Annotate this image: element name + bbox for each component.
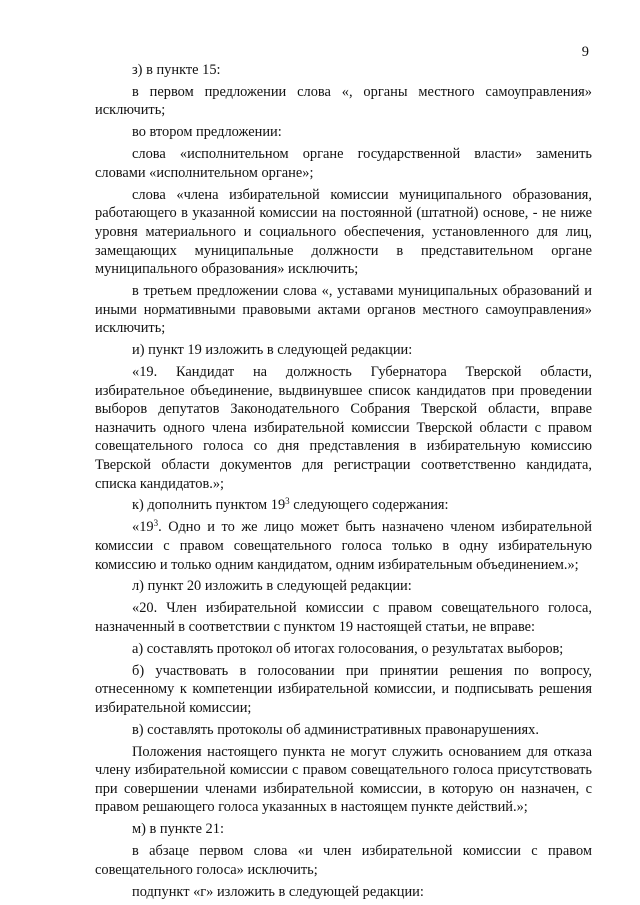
paragraph: слова «исполнительном органе государственной власти» заменить словами «исполнительном органе»; xyxy=(95,146,592,181)
paragraph: м) в пункте 21: xyxy=(132,821,224,838)
paragraph: в первом предложении слова «, органы местного самоуправления» исключить; xyxy=(95,83,592,119)
paragraph: б) участвовать в голосовании при принятии решения по вопросу, отнесенному к компетенции избирательной комиссии, и подписывать решения избирательной комиссии; xyxy=(95,662,592,716)
paragraph xyxy=(95,496,592,515)
paragraph: в абзаце первом слова «и член избирательной комиссии с правом совещательного голоса» исключить; xyxy=(95,843,592,878)
paragraph: во втором предложении: xyxy=(132,124,282,141)
page-number: 9 xyxy=(581,44,589,60)
paragraph: «19. Кандидат на должность Губернатора Тверской области, избирательное объединение, выдвинувшее список кандидатов при проведении выборов депутатов Законодательного Собрания Тверской области, вправе назначить одного члена избирательной комиссии Тверской области с правом совещательного голоса со дня представления в избирательную комиссию Тверской области документов для регистрации соответственно кандидата, списка кандидатов.»; xyxy=(95,363,592,492)
paragraph: и) пункт 19 изложить в следующей редакции: xyxy=(132,342,413,359)
paragraph: Положения настоящего пункта не могут служить основанием для отказа члену избирательной комиссии с правом совещательного голоса присутствовать при совершении членами избирательной комиссии, в которую он назначен, с правом решающего голоса указанных в настоящем пункте действий.»; xyxy=(95,743,592,816)
text-run: следующего содержания: xyxy=(289,497,449,514)
paragraph: подпункт «г» изложить в следующей редакции: xyxy=(132,883,424,900)
text-run: к) дополнить пунктом 19 xyxy=(132,497,286,514)
paragraph: а) составлять протокол об итогах голосования, о результатах выборов; xyxy=(132,640,564,657)
paragraph: в) составлять протоколы об административных правонарушениях. xyxy=(132,721,539,738)
text-run: . Одно и то же лицо может быть назначено членом избирательной комиссии с правом совещательного голоса только в одну избирательную комиссию и только одним кандидатом, одним избирательным объединением.»; xyxy=(95,519,592,573)
document-body xyxy=(95,61,592,901)
superscript: 3 xyxy=(285,496,290,507)
paragraph: «20. Член избирательной комиссии с правом совещательного голоса, назначенный в соответствии с пунктом 19 настоящей статьи, не вправе: xyxy=(95,600,592,635)
paragraph: в третьем предложении слова «, уставами муниципальных образований и иными нормативными правовыми актами органов местного самоуправления» исключить; xyxy=(95,283,592,337)
text-run: «19 xyxy=(132,519,154,536)
paragraph xyxy=(95,518,592,574)
superscript: 3 xyxy=(153,518,159,529)
paragraph: л) пункт 20 изложить в следующей редакции: xyxy=(132,578,412,595)
paragraph: слова «члена избирательной комиссии муниципального образования, работающего в указанной комиссии на постоянной (штатной) основе, - не ниже уровня материального и социального обеспечения, установленного для лиц, замещающих муниципальные должности в представительном органе муниципального образования» исключить; xyxy=(95,186,592,278)
paragraph: з) в пункте 15: xyxy=(132,62,221,78)
